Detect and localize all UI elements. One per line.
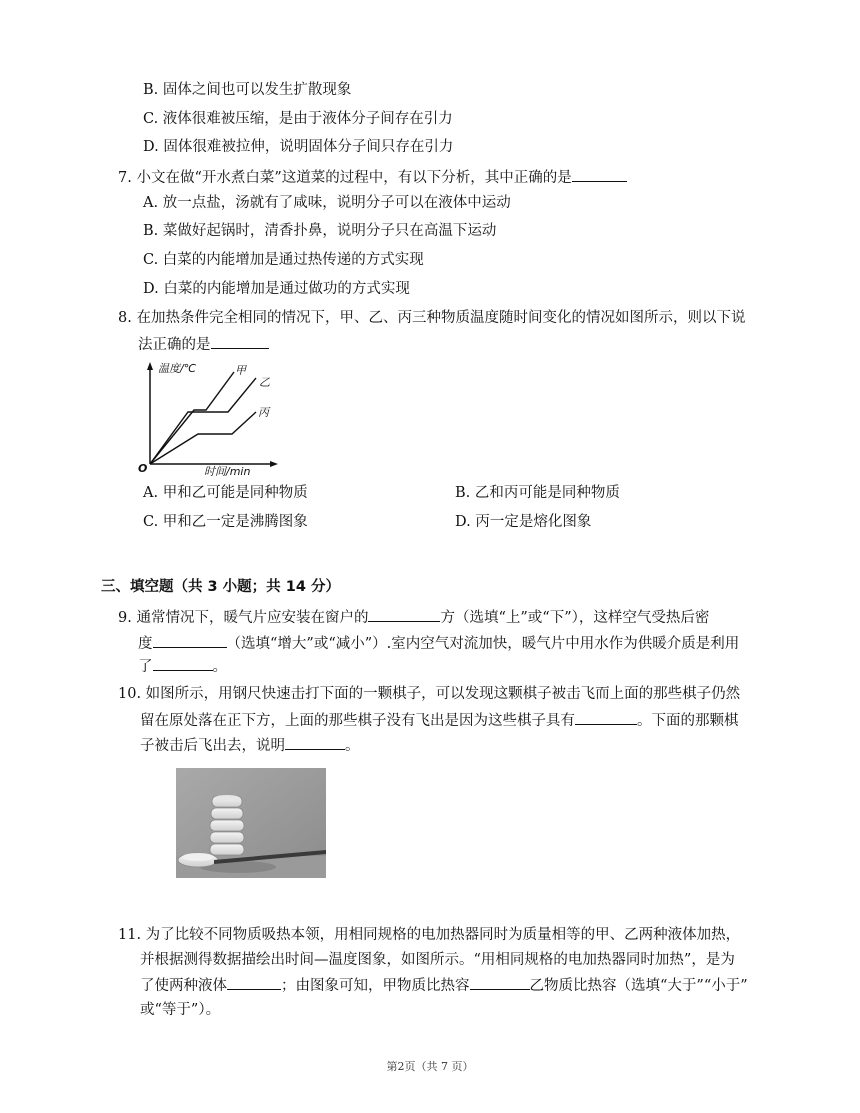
q8-stem-text: 法正确的是	[138, 337, 211, 353]
q9-text-1a: 9. 通常情况下，暖气片应安装在窗户的	[118, 610, 369, 626]
q6-option-c: C. 液体很难被压缩，是由于液体分子间存在引力	[143, 111, 453, 127]
section-title: 三、填空题（共 3 小题；共 14 分）	[101, 579, 340, 595]
q8-stem-line1: 8. 在加热条件完全相同的情况下，甲、乙、丙三种物质温度随时间变化的情况如图所示，则以下说	[118, 310, 746, 326]
q10-text-2b: 。下面的那颗棋	[637, 713, 739, 729]
graph-origin: O	[138, 462, 148, 475]
q9-text-1b: 方（选填“上”或“下”），这样空气受热后密	[440, 610, 710, 626]
q8-stem-line2	[138, 334, 269, 355]
q11-line3	[140, 975, 748, 996]
q9-text-3a: 了	[138, 659, 153, 675]
q11-text-3a: 了使两种液体	[140, 978, 227, 994]
temperature-time-graph	[138, 360, 278, 478]
q10-line3	[140, 735, 360, 756]
graph-y-label: 温度/℃	[158, 362, 197, 375]
q9-blank-1[interactable]	[368, 607, 440, 622]
checker-stack	[210, 795, 244, 855]
q9-blank-2[interactable]	[153, 633, 227, 648]
q9-text-2b: （选填“增大”或“减小”）.室内空气对流加快，暖气片中用水作为供暖介质是利用	[226, 636, 740, 652]
q10-line1: 10. 如图所示，用钢尺快速击打下面的一颗棋子，可以发现这颗棋子被击飞而上面的那些棋子仍然	[118, 686, 741, 702]
q8-answer-blank[interactable]	[211, 334, 269, 349]
q8-option-a: A. 甲和乙可能是同种物质	[143, 485, 308, 501]
q7-option-c: C. 白菜的内能增加是通过热传递的方式实现	[143, 252, 424, 268]
q10-blank-1[interactable]	[575, 710, 637, 725]
q11-line2: 并根据测得数据描绘出时间—温度图象，如图所示。“用相同规格的电加热器同时加热”，是为	[140, 952, 735, 968]
q10-blank-2[interactable]	[285, 735, 345, 750]
q9-line3	[138, 656, 227, 677]
page-footer: 第2页（共 7 页）	[386, 1060, 474, 1073]
q7-option-d: D. 白菜的内能增加是通过做功的方式实现	[143, 281, 410, 297]
q9-blank-3[interactable]	[153, 656, 213, 671]
q7-stem	[118, 167, 627, 188]
label-yi: 乙	[259, 376, 270, 389]
q9-text-3b: 。	[212, 659, 227, 675]
q9-line1	[118, 607, 709, 628]
q8-option-b: B. 乙和丙可能是同种物质	[455, 485, 620, 501]
q11-text-3c: 乙物质比热容（选填“大于”“小于”	[529, 978, 748, 994]
q11-blank-2[interactable]	[470, 975, 530, 990]
q7-stem-text: 7. 小文在做“开水煮白菜”这道菜的过程中，有以下分析，其中正确的是	[118, 170, 572, 186]
flying-checker	[178, 853, 218, 867]
checkers-photo	[176, 768, 326, 878]
q9-text-2a: 度	[138, 636, 153, 652]
label-jia: 甲	[235, 364, 246, 377]
curve-jia	[150, 372, 234, 464]
q10-text-2a: 留在原处落在正下方，上面的那些棋子没有飞出是因为这些棋子具有	[140, 713, 575, 729]
q6-option-d: D. 固体很难被拉伸，说明固体分子间只存在引力	[143, 139, 454, 155]
q8-option-c: C. 甲和乙一定是沸腾图象	[143, 514, 308, 530]
graph-y-arrow	[147, 362, 153, 370]
label-bing: 丙	[258, 406, 269, 419]
graph-x-label: 时间/min	[204, 465, 251, 478]
curve-bing	[150, 412, 256, 464]
q10-line2	[140, 710, 739, 731]
q10-text-3b: 。	[345, 738, 360, 754]
q7-answer-blank[interactable]	[572, 167, 627, 182]
q11-line1: 11. 为了比较不同物质吸热本领，用相同规格的电加热器同时为质量相等的甲、乙两种液体加热，	[118, 927, 741, 943]
q8-option-d: D. 丙一定是熔化图象	[455, 514, 592, 530]
graph-x-arrow	[270, 461, 278, 467]
q7-option-a: A. 放一点盐，汤就有了咸味，说明分子可以在液体中运动	[143, 195, 511, 211]
q11-text-3b: ；由图象可知，甲物质比热容	[281, 978, 470, 994]
curve-yi	[150, 378, 256, 464]
q7-option-b: B. 菜做好起锅时，清香扑鼻，说明分子只在高温下运动	[143, 223, 497, 239]
q11-line4: 或“等于”）。	[140, 1002, 221, 1018]
q6-option-b: B. 固体之间也可以发生扩散现象	[143, 82, 352, 98]
q9-line2	[138, 633, 739, 654]
q10-text-3a: 子被击后飞出去，说明	[140, 738, 285, 754]
q11-blank-1[interactable]	[227, 975, 281, 990]
checkers-photo-illustration	[176, 768, 326, 878]
